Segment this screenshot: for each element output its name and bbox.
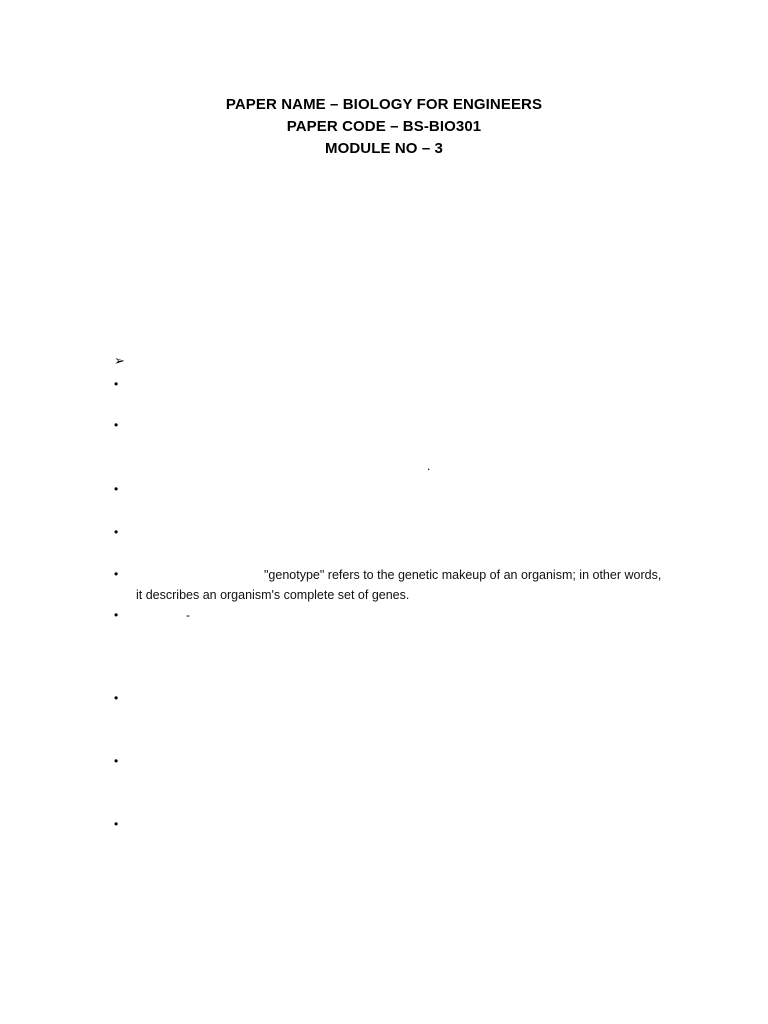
bullet-icon: • (114, 608, 119, 622)
genotype-definition-line-2: it describes an organism's complete set of genes. (136, 588, 410, 602)
bullet-icon: • (114, 691, 119, 705)
arrow-bullet-icon: ➢ (114, 353, 125, 368)
document-header (0, 94, 768, 160)
module-number-heading: MODULE NO – 3 (325, 140, 443, 157)
genotype-definition-line-1: "genotype" refers to the genetic makeup of an organism; in other words, (264, 568, 662, 582)
bullet-icon: • (114, 817, 119, 831)
bullet-icon: • (114, 525, 119, 539)
bullet-icon: • (114, 567, 119, 581)
stray-dash-mark: - (186, 608, 190, 622)
bullet-icon: • (114, 377, 119, 391)
stray-period-mark: . (427, 459, 431, 473)
paper-code-heading: PAPER CODE – BS-BIO301 (286, 118, 482, 135)
bullet-icon: • (114, 754, 119, 768)
bullet-icon: • (114, 418, 119, 432)
paper-name-heading: PAPER NAME – BIOLOGY FOR ENGINEERS (225, 96, 543, 113)
bullet-icon: • (114, 482, 119, 496)
